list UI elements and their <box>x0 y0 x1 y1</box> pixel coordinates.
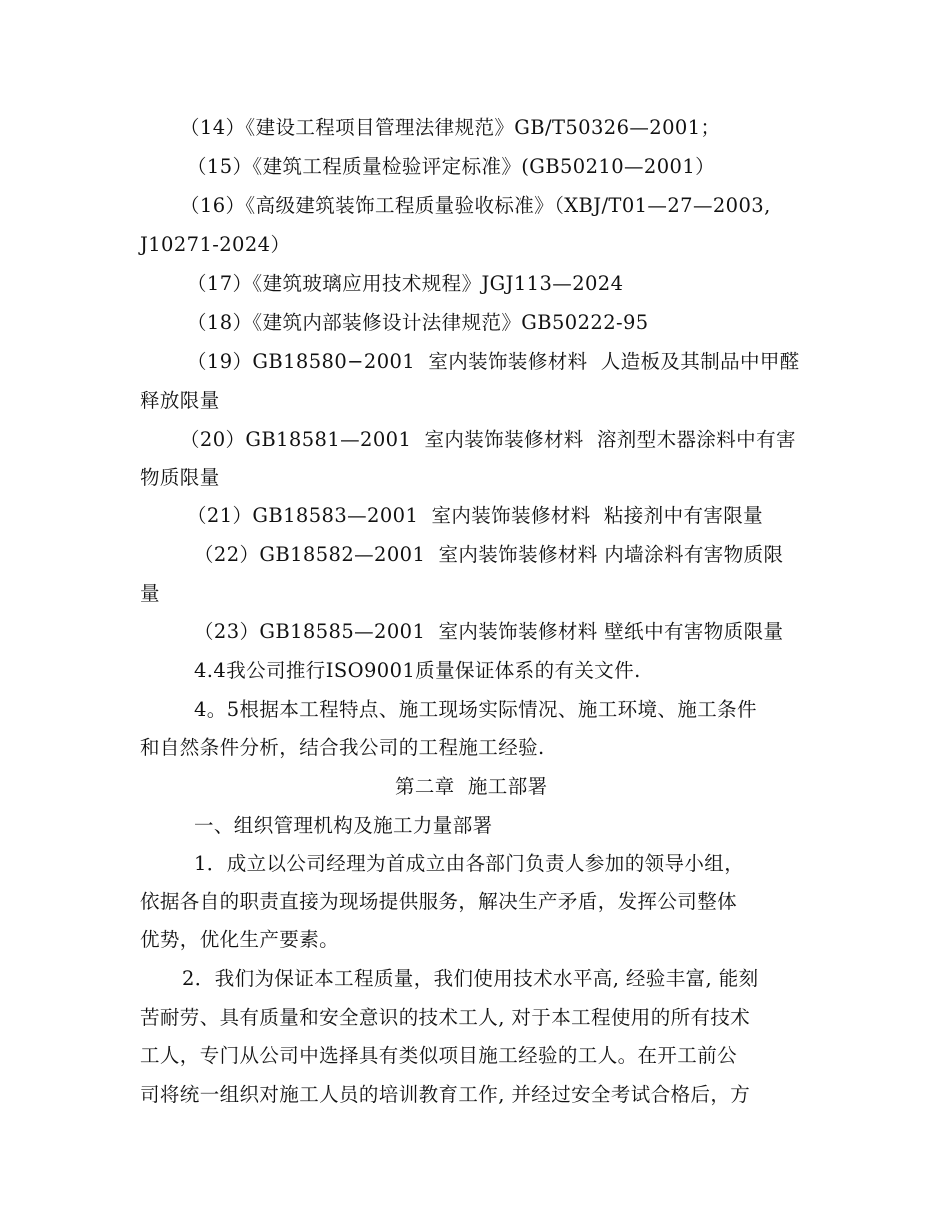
text-line: （16）《高级建筑装饰工程质量验收标准》（XBJ/T01—27—2003, <box>180 194 771 217</box>
text-line: （17）《建筑玻璃应用技术规程》JGJ113—2024 <box>187 272 624 295</box>
text-line: 物质限量 <box>140 466 220 489</box>
text-line: 和自然条件分析，结合我公司的工程施工经验. <box>140 736 545 759</box>
text-line: （20）GB18581—2001 室内装饰装修材料 溶剂型木器涂料中有害 <box>180 428 796 451</box>
text-line: （19）GB18580−2001 室内装饰装修材料 人造板及其制品中甲醛 <box>187 350 800 373</box>
text-line: 工人，专门从公司中选择具有类似项目施工经验的工人。在开工前公 <box>140 1044 738 1067</box>
text-line: （23）GB18585—2001 室内装饰装修材料 壁纸中有害物质限量 <box>194 620 784 643</box>
text-line: 量 <box>140 582 160 605</box>
text-line: （14）《建设工程项目管理法律规范》GB/T50326—2001； <box>180 116 721 139</box>
text-line: 4.4我公司推行ISO9001质量保证体系的有关文件. <box>194 659 641 682</box>
text-line: （18）《建筑内部装修设计法律规范》GB50222-95 <box>187 311 649 334</box>
text-line: 4。5根据本工程特点、施工现场实际情况、施工环境、施工条件 <box>194 698 757 721</box>
chapter-heading: 第二章 施工部署 <box>395 775 548 798</box>
text-line: 1．成立以公司经理为首成立由各部门负责人参加的领导小组， <box>194 852 745 875</box>
text-line: 释放限量 <box>140 389 220 412</box>
text-line: （21）GB18583—2001 室内装饰装修材料 粘接剂中有害限量 <box>187 504 764 527</box>
text-line: 苦耐劳、具有质量和安全意识的技术工人, 对于本工程使用的所有技术 <box>140 1006 751 1029</box>
text-line: 优势，优化生产要素。 <box>140 928 340 951</box>
section-heading: 一、组织管理机构及施工力量部署 <box>194 814 493 837</box>
text-line: （22）GB18582—2001 室内装饰装修材料 内墙涂料有害物质限 <box>194 543 784 566</box>
text-line: 依据各自的职责直接为现场提供服务，解决生产矛盾，发挥公司整体 <box>140 890 738 913</box>
text-line: （15）《建筑工程质量检验评定标准》(GB50210—2001） <box>187 155 716 178</box>
text-line: 2．我们为保证本工程质量，我们使用技术水平高, 经验丰富, 能刻 <box>182 967 759 990</box>
text-line: J10271-2024） <box>140 233 291 256</box>
text-line: 司将统一组织对施工人员的培训教育工作, 并经过安全考试合格后，方 <box>140 1083 751 1106</box>
